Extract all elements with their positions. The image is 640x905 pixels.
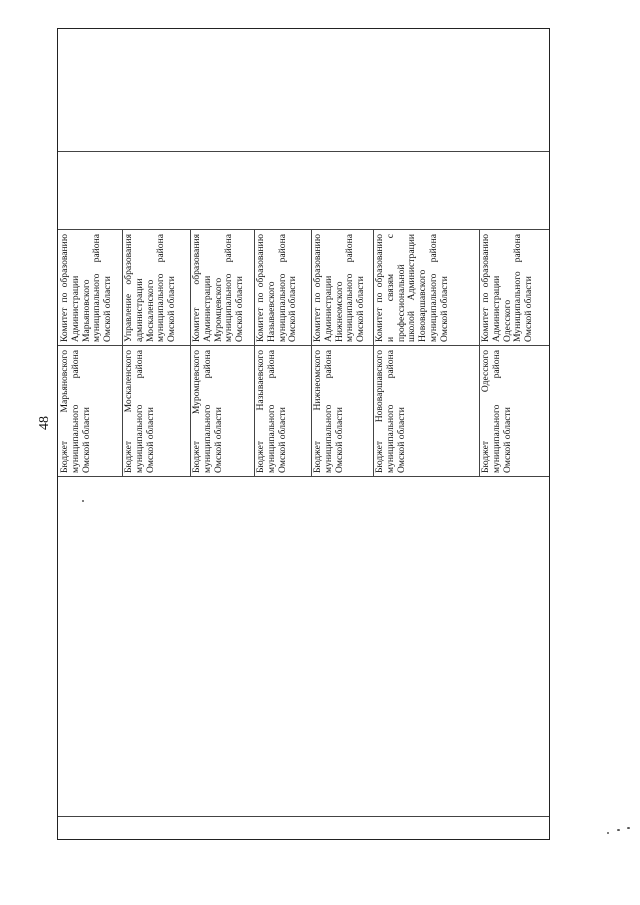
organization-cell: Комитет по образованию Администрации Нижнеомского муниципального района Омской области [312,234,367,342]
scan-speck [607,832,609,834]
page-number: 48 [37,416,52,430]
rotated-table-frame [57,28,550,840]
scan-speck [627,827,630,829]
scan-speck [617,829,620,831]
budget-cell: Бюджет Москаленского муниципального района Омской области [123,350,156,473]
scan-speck [82,500,84,502]
budget-cell: Бюджет Нововаршавского муниципального района Омской области [374,350,407,473]
budget-cell: Бюджет Нижнеомского муниципального района Омской области [312,350,345,473]
empty-column [58,816,549,839]
organization-cell: Комитет образования Администрации Муромцевского муниципального района Омской области [191,234,246,342]
empty-column [58,151,549,230]
organization-cell: Комитет по образованию и связям с профессиональной школой Администрации Нововаршавского муниципального района Омской области [374,234,450,342]
organization-cell: Управление образования администрации Москаленского муниципального района Омской области [123,234,178,342]
organization-cell: Комитет по образованию Называевского муниципального района Омской области [255,234,299,342]
organization-cell: Комитет по образованию Администрации Марьяновского муниципального района Омской области [59,234,114,342]
organization-cell: Комитет по образованию Администрации Одесского Муниципального района Омской области [480,234,535,342]
budget-table [57,28,550,840]
empty-column [58,476,549,817]
budget-cell: Бюджет Марьяновского муниципального района Омской области [59,350,92,473]
budget-cell: Бюджет Муромцевского муниципального района Омской области [191,350,224,473]
budget-cell: Бюджет Называевского муниципального района Омской области [255,350,288,473]
empty-column [58,28,549,152]
budget-cell: Бюджет Одесского муниципального района Омской области [480,350,513,473]
